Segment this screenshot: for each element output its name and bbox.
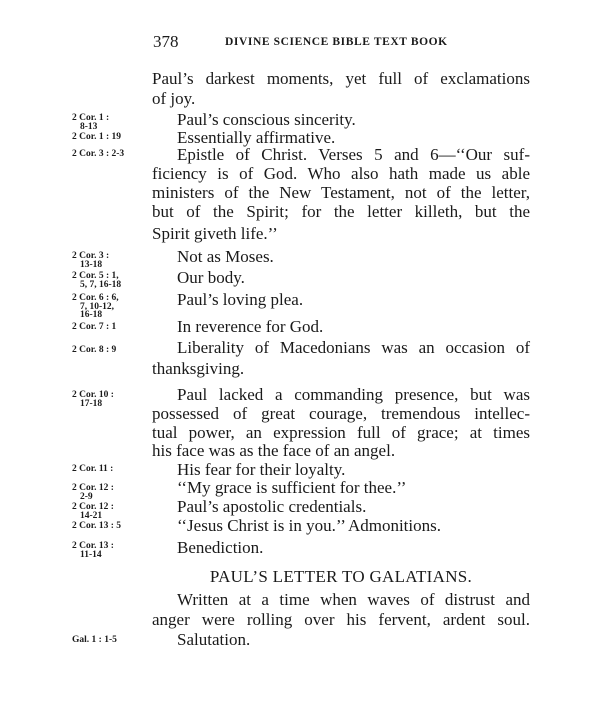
text-line: possessed of great courage, tremendous intellec- (152, 404, 530, 423)
text-line: of joy. (152, 89, 196, 108)
margin-note: 2 Cor. 8 : 9 (72, 345, 117, 355)
text-line: thanksgiving. (152, 359, 245, 378)
text-line: Paul’s apostolic credentials. (177, 497, 367, 516)
margin-note: 2 Cor. 5 : 1, 5, 7, 16-18 (72, 271, 122, 290)
margin-note: Gal. 1 : 1-5 (72, 635, 117, 645)
text-line: Not as Moses. (177, 247, 274, 266)
margin-note: 2 Cor. 3 : 13-18 (72, 251, 110, 270)
text-line: Paul’s conscious sincerity. (177, 110, 356, 129)
margin-note: 2 Cor. 6 : 6, 7, 10-12, 16-18 (72, 293, 119, 320)
text-line: Salutation. (177, 630, 251, 649)
text-line: Epistle of Christ. Verses 5 and 6—‘‘Our suf- (177, 145, 530, 164)
text-line: anger were rolling over his fervent, ardent soul. (152, 610, 530, 629)
margin-note: 2 Cor. 3 : 2-3 (72, 149, 125, 159)
text-line: his face was as the face of an angel. (152, 441, 396, 460)
margin-note: 2 Cor. 13 : 11-14 (72, 541, 114, 560)
text-line: Paul’s loving plea. (177, 290, 304, 309)
running-title: DIVINE SCIENCE BIBLE TEXT BOOK (225, 36, 448, 48)
text-line: ‘‘Jesus Christ is in you.’’ Admonitions. (177, 516, 441, 535)
margin-note: 2 Cor. 11 : (72, 464, 114, 474)
margin-note: 2 Cor. 12 : 2-9 (72, 483, 114, 502)
text-line: Essentially affirmative. (177, 128, 336, 147)
text-line: ‘‘My grace is sufficient for thee.’’ (177, 478, 407, 497)
text-line: tual power, an expression full of grace; at times (152, 423, 530, 442)
text-line: Paul’s darkest moments, yet full of exclamations (152, 69, 530, 88)
text-line: ficiency is of God. Who also hath made us able (152, 164, 530, 183)
text-line: Paul lacked a commanding presence, but was (177, 385, 530, 404)
text-line: Our body. (177, 268, 245, 287)
text-line: but of the Spirit; for the letter killeth, but the (152, 202, 530, 221)
margin-note: 2 Cor. 10 : 17-18 (72, 390, 114, 409)
text-line: Benediction. (177, 538, 264, 557)
text-line: Liberality of Macedonians was an occasion of (177, 338, 530, 357)
page-number: 378 (153, 32, 179, 51)
margin-note: 2 Cor. 13 : 5 (72, 521, 121, 531)
section-heading: PAUL’S LETTER TO GALATIANS. (209, 567, 473, 586)
text-line: His fear for their loyalty. (177, 460, 346, 479)
margin-note: 2 Cor. 12 : 14-21 (72, 502, 114, 521)
margin-note: 2 Cor. 7 : 1 (72, 322, 117, 332)
margin-note: 2 Cor. 1 : 19 (72, 132, 121, 142)
text-line: Spirit giveth life.’’ (152, 224, 278, 243)
text-line: ministers of the New Testament, not of the letter, (152, 183, 530, 202)
margin-note: 2 Cor. 1 : 8-13 (72, 113, 110, 132)
text-line: Written at a time when waves of distrust and (177, 590, 530, 609)
text-line: In reverence for God. (177, 317, 324, 336)
